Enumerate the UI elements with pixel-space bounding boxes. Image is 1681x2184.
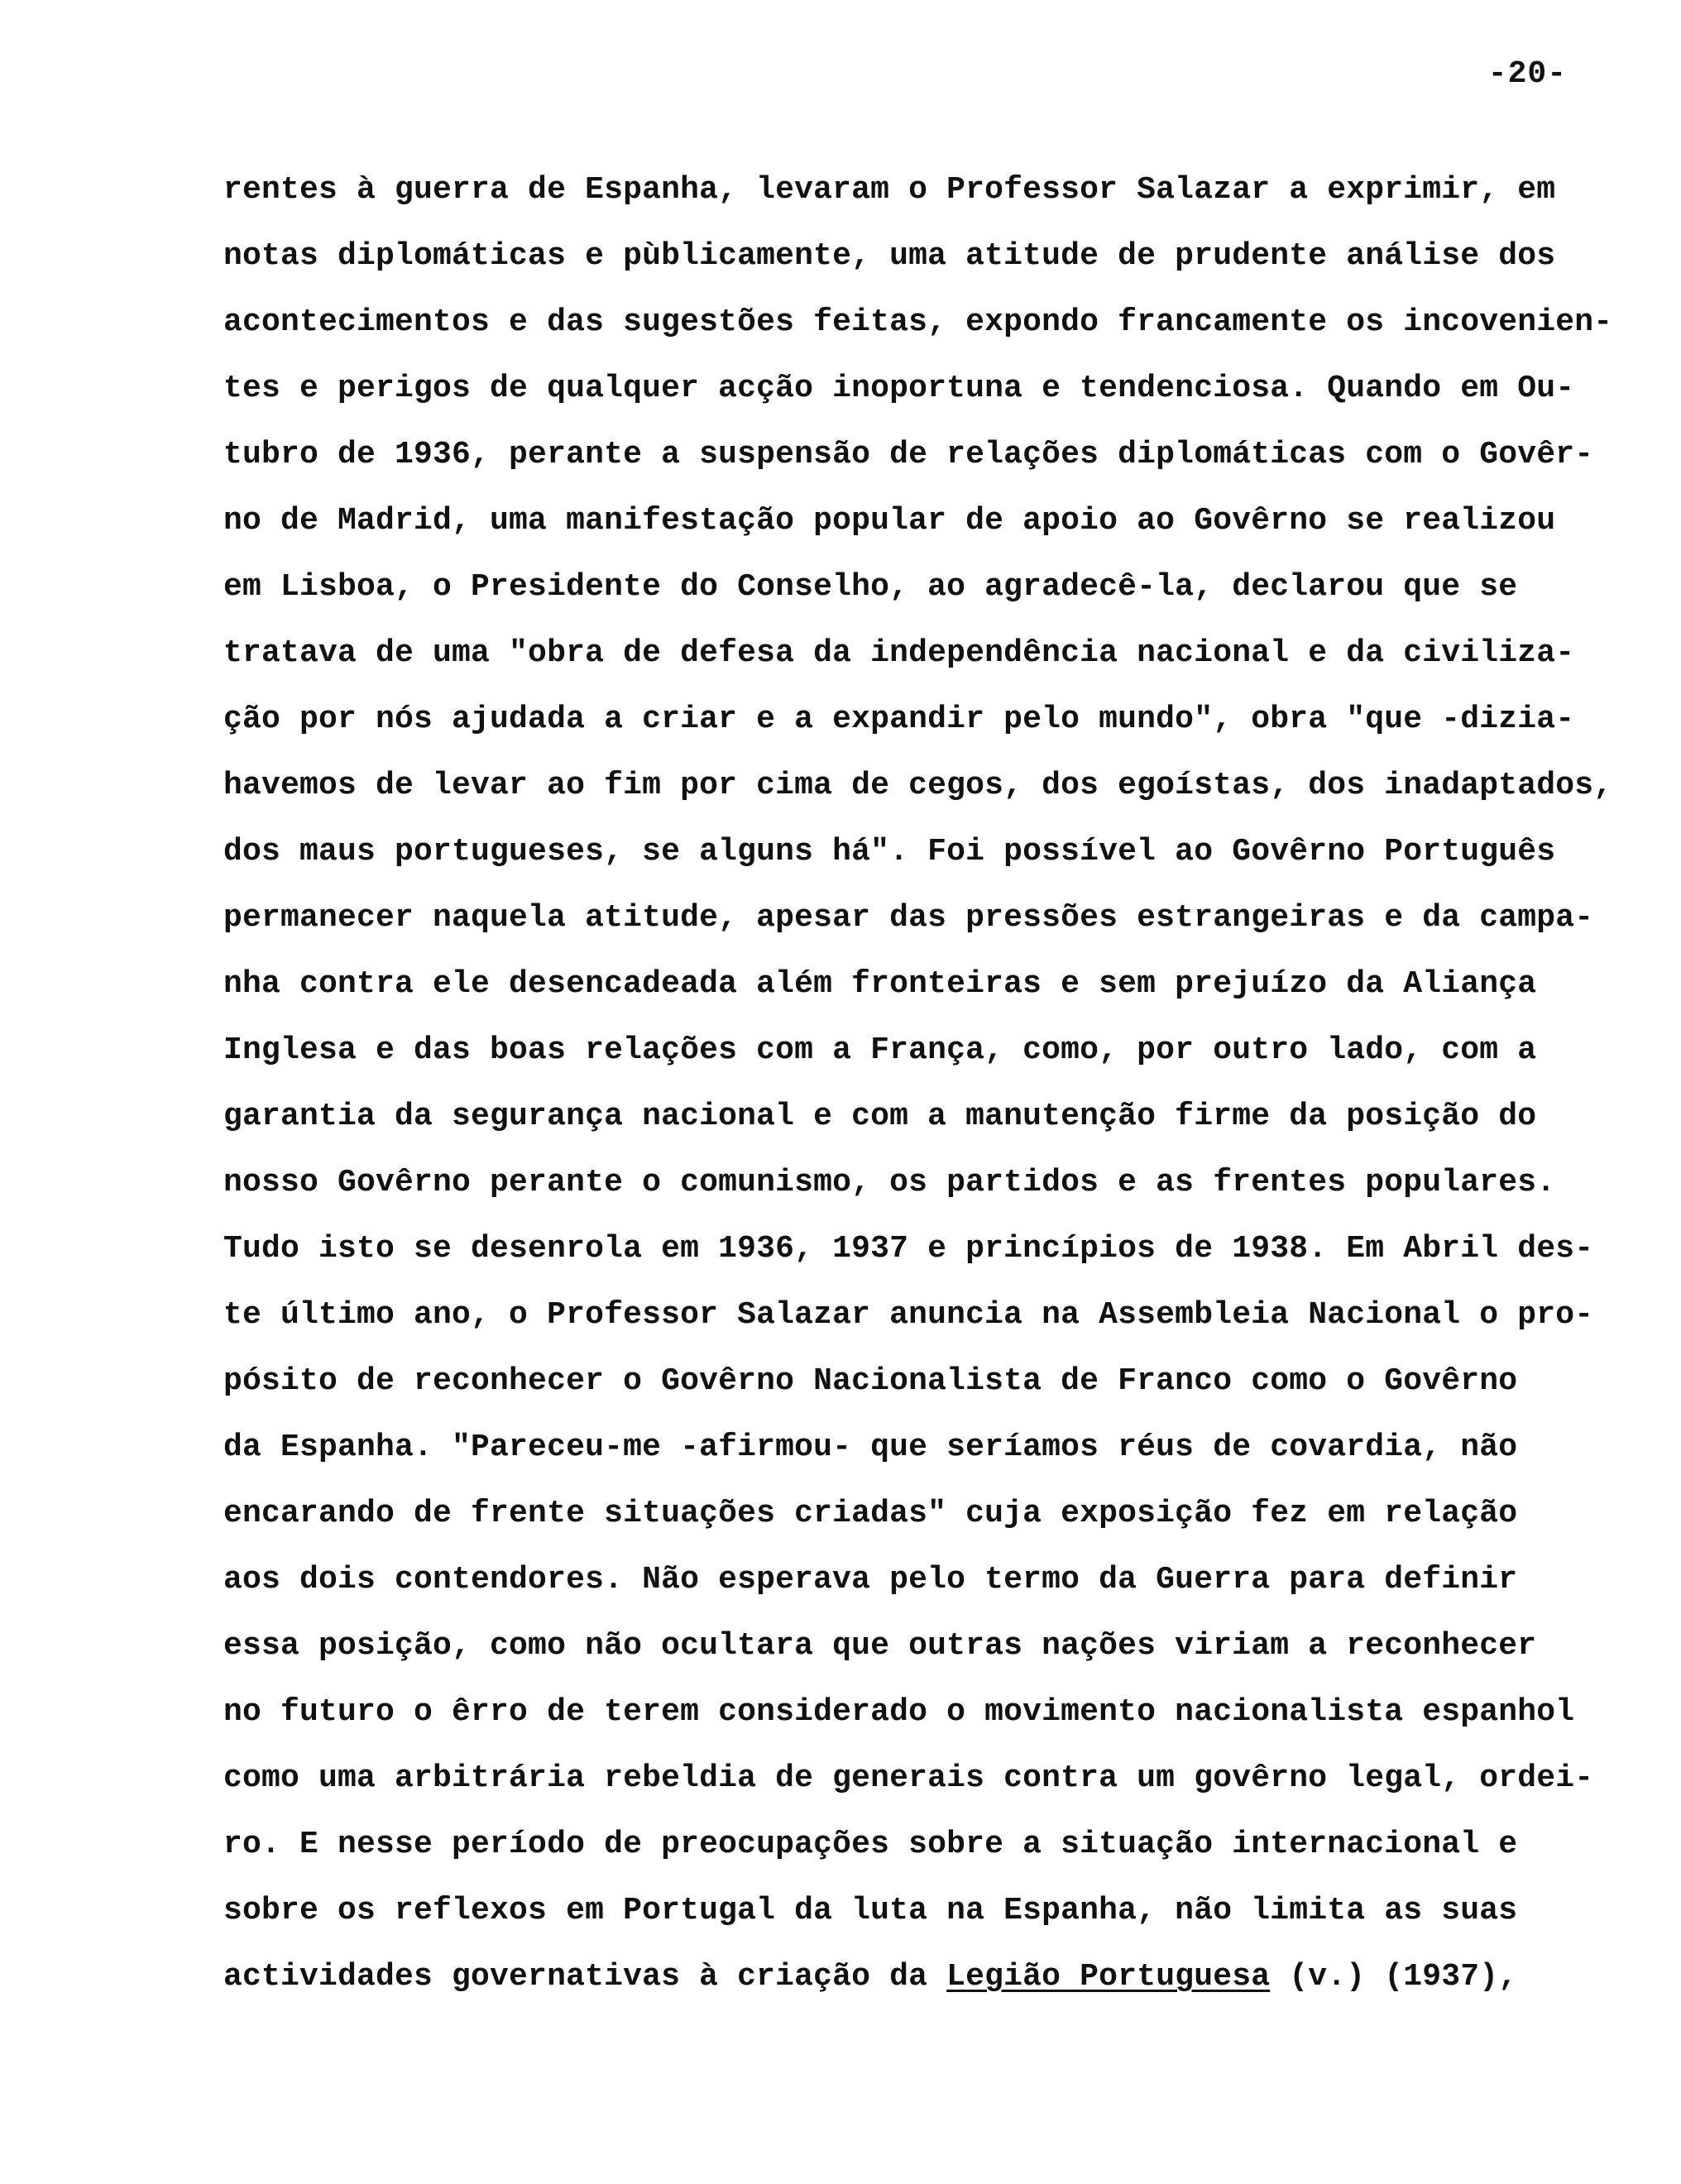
page-number: -20-: [1487, 56, 1567, 92]
text-line-last: [223, 1944, 1646, 2010]
text-line: havemos de levar ao fim por cima de cegos, dos egoístas, dos inadaptados,: [223, 768, 1613, 803]
text-line: essa posição, como não ocultara que outras nações viriam a reconhecer: [223, 1628, 1537, 1664]
text-line: rentes à guerra de Espanha, levaram o Professor Salazar a exprimir, em: [223, 172, 1556, 208]
text-segment: (v.) (1937),: [1270, 1959, 1518, 1995]
text-line: Tudo isto se desenrola em 1936, 1937 e princípios de 1938. Em Abril des-: [223, 1231, 1594, 1267]
text-line: em Lisboa, o Presidente do Conselho, ao agradecê-la, declarou que se: [223, 569, 1518, 605]
text-line: ro. E nesse período de preocupações sobre a situação internacional e: [223, 1827, 1518, 1862]
text-line: Inglesa e das boas relações com a França, como, por outro lado, com a: [223, 1032, 1537, 1068]
text-segment: actividades governativas à criação da: [223, 1959, 947, 1995]
text-line: aos dois contendores. Não esperava pelo termo da Guerra para definir: [223, 1562, 1518, 1597]
text-line: encarando de frente situações criadas" cuja exposição fez em relação: [223, 1496, 1518, 1531]
text-line: tubro de 1936, perante a suspensão de relações diplomáticas com o Govêr-: [223, 437, 1594, 472]
text-line: tratava de uma "obra de defesa da independência nacional e da civiliza-: [223, 635, 1575, 671]
text-line: dos maus portugueses, se alguns há". Foi possível ao Govêrno Português: [223, 834, 1556, 869]
text-line: no futuro o êrro de terem considerado o movimento nacionalista espanhol: [223, 1694, 1575, 1730]
text-line: pósito de reconhecer o Govêrno Nacionalista de Franco como o Govêrno: [223, 1363, 1518, 1399]
text-line: da Espanha. "Pareceu-me -afirmou- que seríamos réus de covardia, não: [223, 1430, 1518, 1465]
text-line: tes e perigos de qualquer acção inoportuna e tendenciosa. Quando em Ou-: [223, 371, 1575, 406]
text-line: acontecimentos e das sugestões feitas, expondo francamente os incovenien-: [223, 304, 1613, 340]
cross-reference-legiao-portuguesa: Legião Portuguesa: [946, 1959, 1271, 1995]
body-text: [223, 157, 1646, 2010]
text-line: como uma arbitrária rebeldia de generais contra um govêrno legal, ordei-: [223, 1760, 1594, 1796]
text-line: garantia da segurança nacional e com a manutenção firme da posição do: [223, 1099, 1537, 1134]
text-line: notas diplomáticas e pùblicamente, uma atitude de prudente análise dos: [223, 238, 1556, 274]
text-line: permanecer naquela atitude, apesar das pressões estrangeiras e da campa-: [223, 900, 1594, 936]
text-line: te último ano, o Professor Salazar anuncia na Assembleia Nacional o pro-: [223, 1297, 1594, 1333]
text-line: nha contra ele desencadeada além fronteiras e sem prejuízo da Aliança: [223, 966, 1537, 1002]
text-line: ção por nós ajudada a criar e a expandir pelo mundo", obra "que -dizia-: [223, 702, 1575, 737]
text-line: no de Madrid, uma manifestação popular de apoio ao Govêrno se realizou: [223, 503, 1556, 539]
text-line: nosso Govêrno perante o comunismo, os partidos e as frentes populares.: [223, 1165, 1556, 1200]
text-line: sobre os reflexos em Portugal da luta na Espanha, não limita as suas: [223, 1893, 1518, 1928]
